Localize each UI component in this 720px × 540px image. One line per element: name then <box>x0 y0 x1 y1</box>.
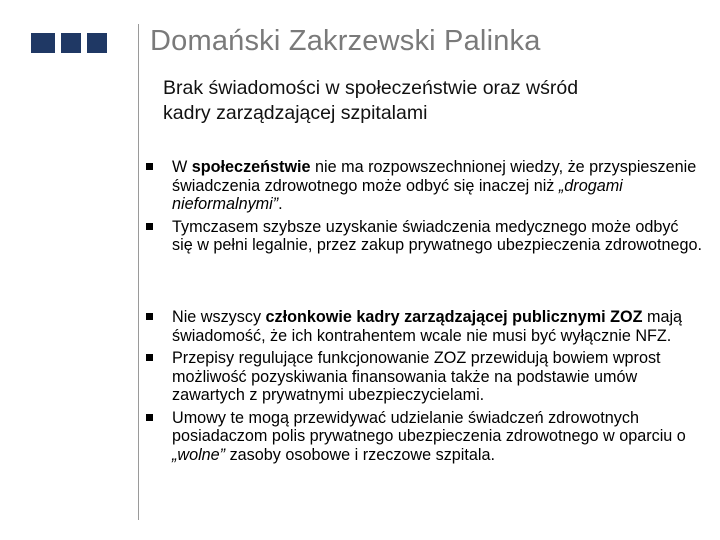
bullet-item <box>146 218 702 255</box>
bullet-text-italic: „drogami nieformalnymi” <box>172 176 623 213</box>
bullet-text-bold: członkowie kadry zarządzającej publicznymi ZOZ <box>265 308 643 326</box>
bullet-text-italic: „wolne” <box>172 445 226 464</box>
bullet-text: Nie wszyscy <box>172 308 266 326</box>
square-bullet-icon <box>146 223 153 230</box>
bullet-item <box>146 349 702 405</box>
bullet-item <box>146 409 702 465</box>
bullet-list <box>146 308 702 468</box>
square-bullet-icon <box>146 354 153 361</box>
logo-square <box>87 33 107 53</box>
brand-name: Domański Zakrzewski Palinka <box>150 25 541 57</box>
square-bullet-icon <box>146 313 153 320</box>
slide-title <box>163 76 703 126</box>
bullet-text: W <box>172 158 192 176</box>
bullet-text: Umowy te mogą przewidywać udzielanie świadczeń zdrowotnych posiadaczom polis prywatnego ubezpieczenia zdrowotnego w oparciu o <box>172 408 686 445</box>
logo-squares <box>31 33 107 53</box>
bullet-text: . <box>278 195 283 213</box>
bullet-text-bold: społeczeństwie <box>191 158 311 176</box>
bullet-text: nie ma rozpowszechnionej wiedzy, że przyspieszenie świadczenia zdrowotnego może odbyć się inaczej niż <box>172 158 697 195</box>
bullet-text: mają świadomość, że ich kontrahentem wcale nie musi być wyłącznie NFZ. <box>172 308 683 345</box>
slide-title-line: kadry zarządzającej szpitalami <box>163 102 428 124</box>
square-bullet-icon <box>146 163 153 170</box>
divider-line <box>138 24 139 520</box>
bullet-text: Przepisy regulujące funkcjonowanie ZOZ przewidują bowiem wprost możliwość pozyskiwania finansowania także na podstawie umów zawartych z prywatnymi ubezpieczycielami. <box>172 349 661 404</box>
bullet-text: zasoby osobowe i rzeczowe szpitala. <box>225 445 496 464</box>
bullet-text: Tymczasem szybsze uzyskanie świadczenia medycznego może odbyć się w pełni legalnie, przez zakup prywatnego ubezpieczenia zdrowotnego. <box>172 217 703 254</box>
bullet-list <box>146 158 702 259</box>
slide-title-line: Brak świadomości w społeczeństwie oraz wśród <box>163 77 579 99</box>
logo-square <box>31 33 55 53</box>
logo-square <box>61 33 81 53</box>
bullet-item <box>146 158 702 214</box>
bullet-item <box>146 308 702 345</box>
square-bullet-icon <box>146 414 153 421</box>
